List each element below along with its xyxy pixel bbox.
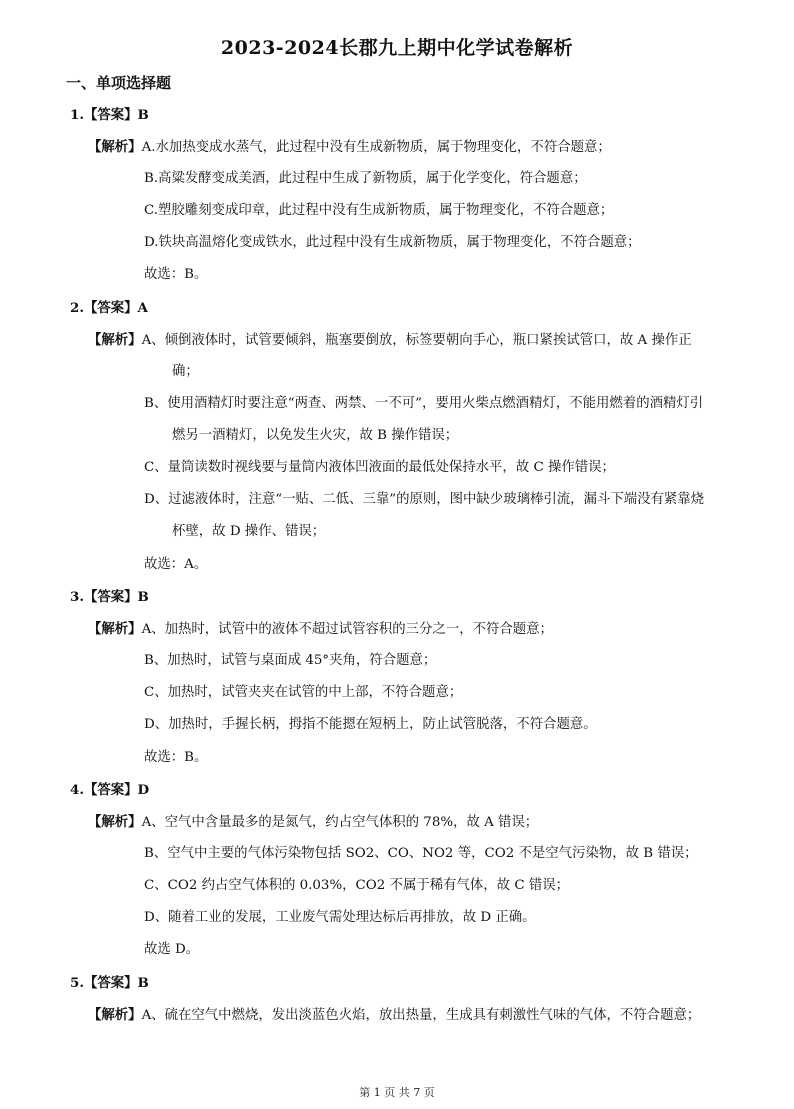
q3-option-a-text: A、加热时，试管中的液体不超过试管容积的三分之一，不符合题意； <box>141 622 553 637</box>
page-footer: 第 1 页 共 7 页 <box>359 1086 435 1099</box>
analysis-label: 【解析】 <box>88 814 142 830</box>
q2-conclusion: 故选：A。 <box>144 557 208 572</box>
q4-conclusion: 故选 D。 <box>144 942 200 957</box>
q3-option-b: B、加热时，试管与桌面成 45°夹角，符合题意； <box>144 653 437 668</box>
q5-option-a-text: A、硫在空气中燃烧，发出淡蓝色火焰，放出热量，生成具有刺激性气味的气体，不符合题意； <box>141 1008 701 1023</box>
q1-analysis-a <box>88 138 611 157</box>
analysis-label: 【解析】 <box>88 1007 142 1023</box>
q3-option-c: C、加热时，试管夹夹在试管的中上部，不符合题意； <box>144 685 463 700</box>
q4-option-d: D、随着工业的发展，工业废气需处理达标后再排放，故 D 正确。 <box>144 910 536 925</box>
section-heading: 一、单项选择题 <box>66 74 172 92</box>
q2-answer: 2.【答案】A <box>70 300 148 316</box>
q2-option-d: D、过滤液体时，注意“一贴、二低、三靠”的原则，图中缺少玻璃棒引流，漏斗下端没有紧靠烧 <box>144 492 705 507</box>
q1-option-d: D.铁块高温熔化变成铁水，此过程中没有生成新物质，属于物理变化，不符合题意； <box>144 235 641 250</box>
q3-conclusion: 故选：B。 <box>144 750 208 765</box>
q2-option-a-text: A、倾倒液体时，试管要倾斜，瓶塞要倒放，标签要朝向手心，瓶口紧挨试管口，故 A 操作正 <box>141 333 692 348</box>
q5-answer: 5.【答案】B <box>70 975 149 991</box>
q2-option-a-cont: 确； <box>172 364 199 379</box>
q2-option-b: B、使用酒精灯时要注意“两查、两禁、一不可”，要用火柴点燃酒精灯，不能用燃着的酒精灯引 <box>144 396 704 411</box>
q4-analysis-a <box>88 813 538 832</box>
q2-analysis-a <box>88 331 692 350</box>
q4-option-a-text: A、空气中含量最多的是氮气，约占空气体积的 78%，故 A 错误； <box>141 815 539 830</box>
q2-option-d-cont: 杯壁，故 D 操作、错误； <box>172 524 326 539</box>
page-title: 2023-2024长郡九上期中化学试卷解析 <box>220 37 574 59</box>
q1-conclusion: 故选：B。 <box>144 267 208 282</box>
q5-analysis-a <box>88 1006 700 1025</box>
q1-option-c: C.塑胶雕刻变成印章，此过程中没有生成新物质，属于物理变化，不符合题意； <box>144 203 614 218</box>
analysis-label: 【解析】 <box>88 332 142 348</box>
q4-option-c: C、CO2 约占空气体积的 0.03%，CO2 不属于稀有气体，故 C 错误； <box>144 878 570 893</box>
q2-option-c: C、量筒读数时视线要与量筒内液体凹液面的最低处保持水平，故 C 操作错误； <box>144 460 615 475</box>
q2-option-b-cont: 燃另一酒精灯，以免发生火灾，故 B 操作错误； <box>172 428 459 443</box>
q3-answer: 3.【答案】B <box>70 589 149 605</box>
q1-answer: 1.【答案】B <box>70 107 149 123</box>
q4-answer: 4.【答案】D <box>70 782 150 798</box>
q4-option-b: B、空气中主要的气体污染物包括 SO2、CO、NO2 等，CO2 不是空气污染物，故 B 错误； <box>144 846 698 861</box>
q3-analysis-a <box>88 620 553 639</box>
analysis-label: 【解析】 <box>88 621 142 637</box>
q1-option-a-text: A.水加热变成水蒸气，此过程中没有生成新物质，属于物理变化，不符合题意； <box>141 140 611 155</box>
analysis-label: 【解析】 <box>88 139 142 155</box>
q3-option-d: D、加热时，手握长柄，拇指不能摁在短柄上，防止试管脱落，不符合题意。 <box>144 717 597 732</box>
q1-option-b: B.高粱发酵变成美酒，此过程中生成了新物质，属于化学变化，符合题意； <box>144 171 587 186</box>
